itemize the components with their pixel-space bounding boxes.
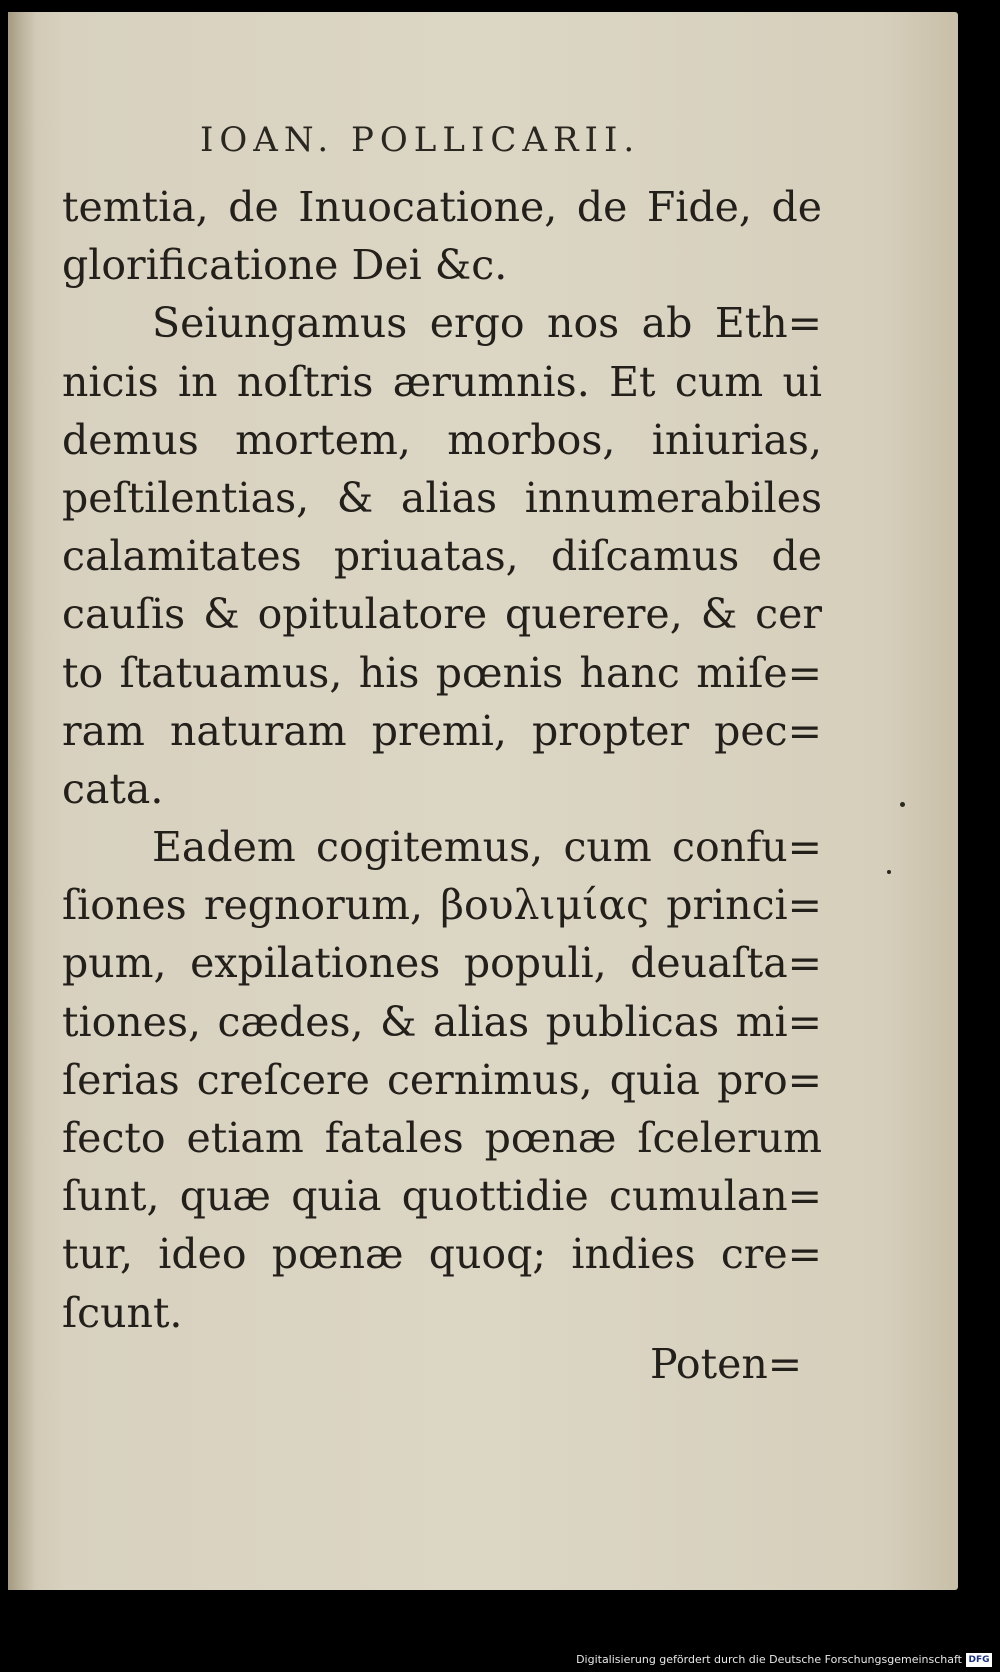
text-line: calamitates priuatas, diſcamus de <box>62 532 822 581</box>
text-line: glorificatione Dei &c. <box>62 241 508 290</box>
text-line: cauſis & opitulatore querere, & cer <box>62 590 822 639</box>
text-line: tur, ideo pœnæ quoq; indies cre= <box>62 1230 822 1279</box>
text-line: tiones, cædes, & alias publicas mi= <box>62 997 822 1046</box>
digitization-credit: Digitalisierung gefördert durch die Deutsche Forschungsgemeinschaft <box>576 1653 962 1666</box>
text-line: Eadem cogitemus, cum confu= <box>152 823 822 872</box>
text-line: to ſtatuamus, his pœnis hanc miſe= <box>62 648 822 697</box>
text-line: demus mortem, morbos, iniurias, <box>62 415 822 464</box>
text-line: ſunt, quæ quia quottidie cumulan= <box>62 1172 822 1221</box>
text-line: fecto etiam fatales pœnæ ſcelerum <box>62 1114 822 1162</box>
dfg-logo-icon: DFG <box>966 1653 992 1667</box>
text-line: temtia, de Inuocatione, de Fide, de <box>62 183 822 231</box>
page-gutter-shadow <box>8 12 36 1590</box>
text-line: ſcunt. <box>62 1288 183 1337</box>
text-line: pum, expilationes populi, deuaſta= <box>62 939 822 988</box>
text-line: peſtilentias, & alias innumerabiles <box>62 473 822 522</box>
text-line: nicis in noſtris ærumnis. Et cum ui <box>62 357 822 406</box>
body-text <box>62 178 822 1342</box>
text-line: ram naturam premi, propter pec= <box>62 706 822 755</box>
ink-speck <box>900 802 905 807</box>
text-line: cata. <box>62 764 164 813</box>
catchword: Poten= <box>650 1340 803 1388</box>
ink-speck <box>887 870 891 874</box>
running-head: IOAN. POLLICARII. <box>200 120 641 160</box>
text-line: Seiungamus ergo nos ab Eth= <box>152 299 822 348</box>
text-line: ſiones regnorum, βουλιμίας princi= <box>62 881 822 930</box>
text-line: ſerias creſcere cernimus, quia pro= <box>62 1055 822 1104</box>
